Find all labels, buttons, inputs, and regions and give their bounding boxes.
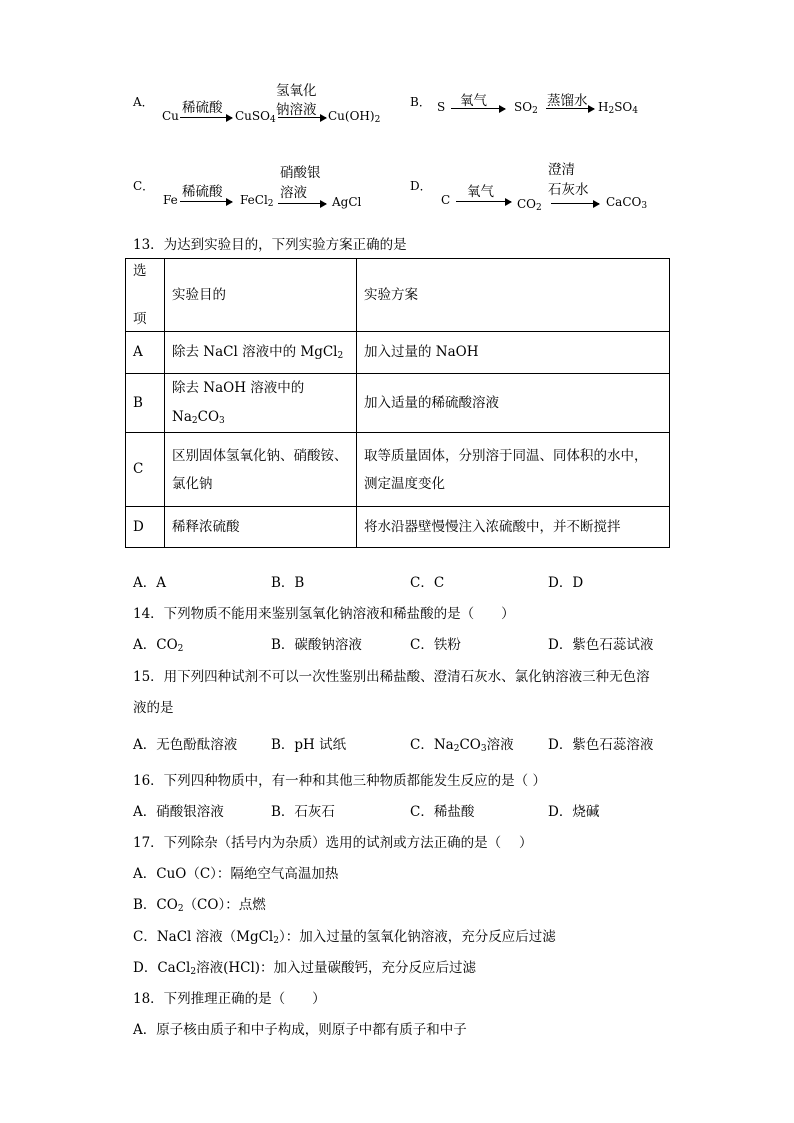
reagent-label: 钠溶液 — [276, 102, 317, 118]
choice-b[interactable]: B．pH 试纸 — [271, 737, 347, 753]
row-option: B — [126, 374, 165, 433]
choice-d[interactable]: D．D — [548, 575, 584, 591]
reagent-label: 稀硫酸 — [182, 100, 223, 116]
option-label: A． — [133, 95, 154, 109]
reagent-label: 溶液 — [280, 185, 307, 201]
choice-b[interactable]: B．石灰石 — [271, 804, 335, 820]
header-plan: 实验方案 — [357, 259, 670, 332]
header-goal: 实验目的 — [165, 259, 357, 332]
choice-a[interactable]: A．硝酸银溶液 — [133, 804, 224, 820]
experiment-table — [125, 258, 670, 548]
header-option: 选 项 — [126, 259, 165, 332]
row-option: C — [126, 433, 165, 507]
product: FeCl$_2$ — [240, 193, 274, 209]
product: CaCO$_3$ — [606, 195, 648, 211]
reaction-arrow — [451, 108, 505, 109]
choice-d[interactable]: D．烧碱 — [548, 804, 600, 820]
choice-d[interactable]: D．CaCl$_2$溶液(HCl)：加入过量碳酸钙，充分反应后过滤 — [133, 960, 477, 977]
reactant: Cu — [162, 109, 179, 123]
reaction-arrow — [278, 203, 326, 204]
row-plan: 取等质量固体，分别溶于同温、同体积的水中， 测定温度变化 — [357, 433, 670, 507]
question-16: 16．下列四种物质中，有一种和其他三种物质都能发生反应的是（ ） — [133, 773, 546, 789]
reaction-arrow — [278, 117, 326, 118]
reagent-label: 澄清 — [548, 162, 575, 178]
question-18: 18．下列推理正确的是（ ） — [133, 991, 326, 1007]
reaction-arrow — [546, 108, 594, 109]
choice-a[interactable]: A．原子核由质子和中子构成，则原子中都有质子和中子 — [133, 1022, 467, 1038]
choice-b[interactable]: B．碳酸钠溶液 — [271, 637, 362, 653]
question-14: 14．下列物质不能用来鉴别氢氧化钠溶液和稀盐酸的是（ ） — [133, 606, 515, 622]
row-option: D — [126, 507, 165, 548]
reaction-arrow — [551, 203, 599, 204]
question-17: 17．下列除杂（括号内为杂质）选用的试剂或方法正确的是（ ） — [133, 835, 533, 851]
reagent-label: 蒸馏水 — [547, 93, 588, 109]
reaction-arrow — [456, 201, 511, 202]
reagent-label: 氧气 — [467, 184, 494, 200]
choice-d[interactable]: D．紫色石蕊试液 — [548, 637, 654, 653]
row-option: A — [126, 332, 165, 374]
option-label: C． — [133, 179, 155, 193]
choice-b[interactable]: B．$CO_2(CO)$：点燃 — [133, 897, 266, 914]
reagent-label: 硝酸银 — [280, 165, 321, 181]
product: AgCl — [332, 195, 362, 209]
table-row — [126, 507, 670, 548]
product: $CO_2$ — [517, 197, 542, 213]
choice-c[interactable]: C．C — [410, 575, 445, 591]
reagent-label: 氧气 — [460, 93, 487, 109]
row-goal: 除去 NaOH 溶液中的 $Na_2CO_3$ — [165, 374, 357, 433]
reactant: S — [437, 100, 446, 114]
option-label: D． — [410, 179, 432, 193]
row-plan: 加入过量的 NaOH — [357, 332, 670, 374]
reactant: Fe — [163, 193, 178, 207]
reagent-label: 稀硫酸 — [182, 184, 223, 200]
choice-a[interactable]: A．无色酚酞溶液 — [133, 737, 238, 753]
choice-b[interactable]: B．B — [271, 575, 305, 591]
reagent-label: 石灰水 — [548, 182, 589, 198]
choice-c[interactable]: C．稀盐酸 — [410, 804, 475, 820]
choice-a[interactable]: A．A — [133, 575, 166, 591]
row-goal: 除去 NaCl 溶液中的 MgCl$_2$ — [165, 332, 357, 374]
product: CuSO$_4$ — [235, 109, 276, 125]
product: $H_2SO_4$ — [598, 100, 638, 116]
row-plan: 加入适量的稀硫酸溶液 — [357, 374, 670, 433]
reaction-arrow — [180, 201, 232, 202]
table-header-row — [126, 259, 670, 332]
choice-c[interactable]: C．NaCl 溶液（MgCl$_2$）：加入过量的氢氧化钠溶液，充分反应后过滤 — [133, 929, 556, 946]
product: $SO_2$ — [514, 100, 538, 116]
option-label: B． — [410, 95, 431, 109]
choice-c[interactable]: C．$Na_2CO_3$溶液 — [410, 737, 514, 754]
choice-a[interactable]: A．$CO_2$ — [133, 637, 184, 654]
table-row — [126, 374, 670, 433]
table-row — [126, 433, 670, 507]
choice-c[interactable]: C．铁粉 — [410, 637, 461, 653]
row-goal: 稀释浓硫酸 — [165, 507, 357, 548]
question-13: 13．为达到实验目的，下列实验方案正确的是 — [133, 237, 407, 253]
row-plan: 将水沿器壁慢慢注入浓硫酸中，并不断搅拌 — [357, 507, 670, 548]
question-15-line2: 液的是 — [133, 700, 174, 716]
reactant: C — [441, 193, 451, 207]
reagent-label: 氢氧化 — [276, 83, 317, 99]
table-row — [126, 332, 670, 374]
product: $Cu(OH)_2$ — [328, 109, 381, 125]
reaction-arrow — [180, 117, 232, 118]
choice-a[interactable]: A．CuO（C）：隔绝空气高温加热 — [133, 866, 339, 882]
question-15-line1: 15．用下列四种试剂不可以一次性鉴别出稀盐酸、澄清石灰水、氯化钠溶液三种无色溶 — [133, 669, 650, 685]
choice-d[interactable]: D．紫色石蕊溶液 — [548, 737, 654, 753]
row-goal: 区别固体氢氧化钠、硝酸铵、 氯化钠 — [165, 433, 357, 507]
